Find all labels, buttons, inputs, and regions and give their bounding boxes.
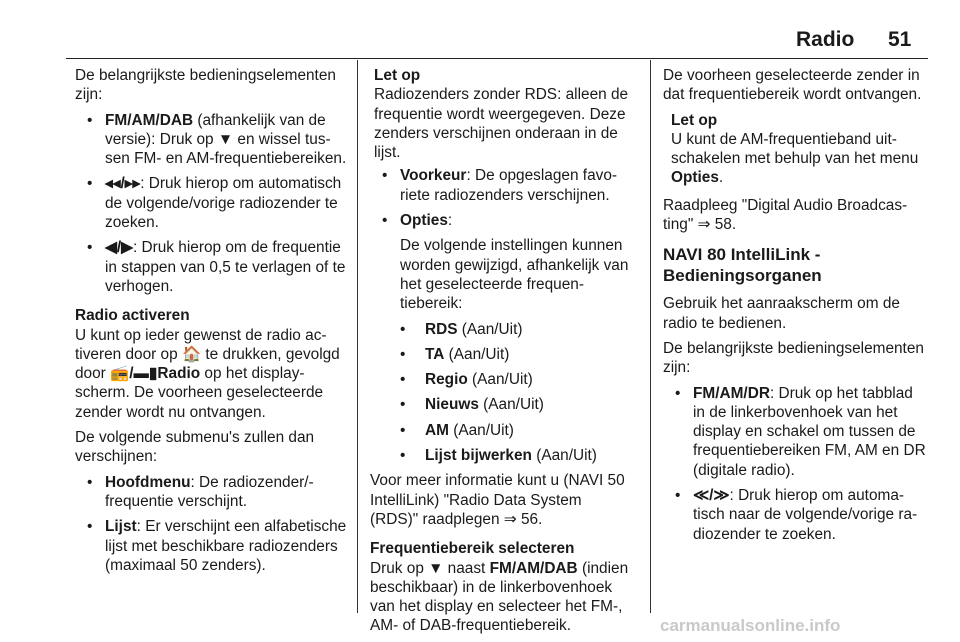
touch-paragraph: Gebruik het aanraakscherm om de radio te bedienen. (663, 295, 900, 332)
column-divider-1 (357, 60, 358, 613)
section-heading: Radio activeren (75, 307, 190, 325)
note-text: Radiozenders zonder RDS: alleen de frequentie wordt weergegeven. Deze zenders verschijnen onderaan in de lijst. (374, 86, 629, 162)
more-info: Voor meer informatie kunt u (NAVI 50 IntelliLink) "Radio Data System (RDS)" raadplegen ⇒ 56. (370, 472, 625, 528)
list-item: • RDS (Aan/Uit) (370, 320, 633, 339)
list-item: • Nieuws (Aan/Uit) (370, 395, 633, 414)
reference-paragraph: Raadpleeg "Digital Audio Broadcasting" ⇒ 58. (663, 196, 908, 234)
note-label: Let op (374, 67, 421, 84)
page-number: 51 (888, 28, 912, 51)
list-item: • Opties: (370, 211, 633, 230)
home-icon: 🏠 (181, 345, 202, 363)
received-paragraph: De voorheen geselecteerde zender in dat frequentiebereik wordt ontvangen. (663, 67, 922, 104)
submenu-list (75, 473, 347, 575)
column-divider-2 (650, 60, 651, 613)
column-2 (370, 66, 633, 642)
list-item: • AM (Aan/Uit) (370, 421, 633, 440)
list-item: • ◀/▶: Druk hierop om de frequentie in stappen van 0,5 te verlagen of te verhogen. (75, 238, 347, 296)
submenu-list-2 (370, 166, 633, 230)
column-3 (663, 66, 928, 550)
list-item: • Lijst bijwerken (Aan/Uit) (370, 446, 633, 465)
header-rule (66, 58, 928, 59)
options-intro: De volgende instellingen kunnen worden gewijzigd, afhankelijk van het geselecteerde frequentiebereik: (400, 237, 629, 313)
list-item: • ≪/≫: Druk hierop om automatisch naar de volgende/vorige radiozender te zoeken. (663, 486, 928, 544)
submenu-intro: De volgende submenu's zullen dan verschijnen: (75, 429, 315, 466)
note-label: Let op (671, 111, 718, 129)
frequency-paragraph: Druk op ▼ naast FM/AM/DAB (indien beschikbaar) in de linkerbovenhoek van het display en selecteer het FM-, AM- of DAB-frequentiebereik. (370, 559, 629, 635)
controls-intro: De belangrijkste bedieningselementen zijn: (663, 339, 924, 377)
list-item: • FM/AM/DR: Druk op het tabblad in de linkerbovenhoek van het display en schakel om tussen de frequentiebereiken FM, AM en DR (digitale radio). (663, 384, 928, 480)
list-item: • Regio (Aan/Uit) (370, 370, 633, 389)
section-heading: Frequentiebereik selecteren (370, 540, 575, 558)
list-item: • TA (Aan/Uit) (370, 345, 633, 364)
section-title: NAVI 80 IntelliLink - Bedieningsorganen (663, 245, 822, 286)
controls-list (663, 384, 928, 544)
radio-key: 📻/▬▮Radio (110, 365, 201, 383)
list-item: • Voorkeur: De opgeslagen favoriete radiozenders verschijnen. (370, 166, 633, 205)
list-item: • Lijst: Er verschijnt een alfabetische lijst met beschikbare radiozenders (maximaal 50 zenders). (75, 517, 347, 575)
controls-list (75, 111, 347, 297)
controls-intro: De belangrijkste bedieningselementen zijn: (75, 67, 336, 104)
page-title: Radio (796, 28, 855, 51)
activate-paragraph: U kunt op ieder gewenst de radio activeren door op 🏠 te drukken, gevolgd door 📻/▬▮Radio op het displayscherm. De voorheen geselecteerde zender wordt nu ontvangen. (75, 326, 340, 421)
watermark: carmanualsonline.info (660, 616, 841, 635)
list-item: • Hoofdmenu: De radiozender/-frequentie verschijnt. (75, 473, 347, 512)
list-item: • ◂◂/▸▸: Druk hierop om automatisch de volgende/vorige radiozender te zoeken. (75, 174, 347, 232)
note-box (370, 66, 633, 162)
page-header (0, 0, 960, 60)
column-1 (75, 66, 347, 581)
list-item: • FM/AM/DAB (afhankelijk van de versie): Druk op ▼ en wissel tussen FM- en AM-frequentiebereiken. (75, 111, 347, 169)
options-list (370, 320, 633, 466)
note-box: Let op U kunt de AM-frequentieband uitschakelen met behulp van het menu Opties. (663, 111, 928, 188)
